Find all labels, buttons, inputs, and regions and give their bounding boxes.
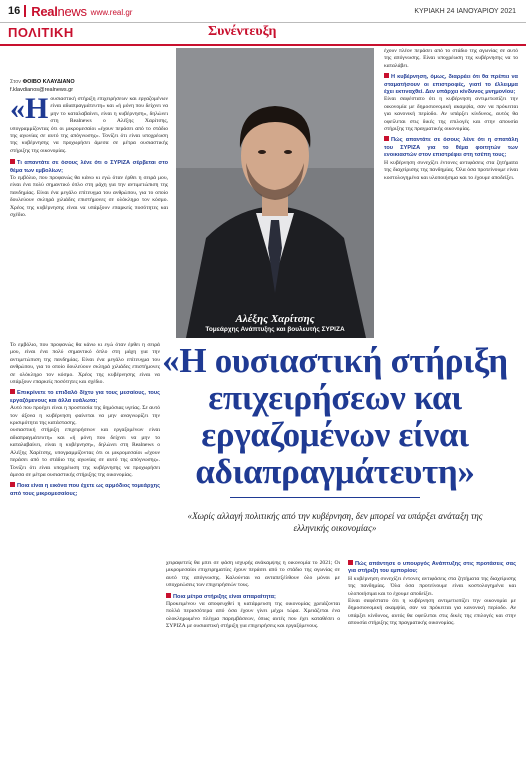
answer-5: Η κυβέρνηση συνεχίζει έντονες αντιφάσεις στα ζητήματα της διαχείρισης της πανδημίας. Όλα όσα προτείνουμε είναι κοστολογημένα και υλοποιήσιμα και το έχουμε αποδείξει.	[384, 159, 518, 181]
headline-block	[160, 342, 510, 490]
answer-6: Η κυβέρνηση συνεχίζει έντονες αντιφάσεις στα ζητήματα της διαχείρισης της πανδημίας. Όλα όσα προτείνουμε είναι κοστολογημένα και υλοποιήσιμα και το έχουμε αποδείξει.	[348, 575, 516, 597]
column-left-top	[10, 96, 168, 341]
person-role: Τομεάρχης Ανάπτυξης και βουλευτής ΣΥΡΙΖΑ	[205, 326, 345, 333]
site-url[interactable]: www.real.gr	[90, 7, 133, 17]
bottom-left-text: χειραφετείς θα μπει σε φάση ισχυρής ανάκαμψης η οικονομία το 2021; Οι μικρομεσαίοι επιχειρηματίες έχουν περάσει από το στάδιο της αγωνίας σε αυτό της απόγνωσης. Καλούνται να ανταπεξέλθουν όλο μόνοι με υποχρεώσεις των επιχειρήσεών τους.	[166, 560, 340, 589]
question-7: Ποια μέτρα στήριξης είναι απαραίτητα;	[166, 593, 340, 601]
page-header	[0, 0, 526, 23]
answer-6-cont: Είναι σαφέστατο ότι η κυβέρνηση αντιμετωπίζει την οικονομία με δημοσιονομική ακαμψία, σαν να πρόκειται για κανονική περίοδο. Αν υπάρξει κίνδυνος, αυτός θα οφείλεται στις δικές της επιλογές και στην απουσία στήριξης της πραγματικής οικονομίας.	[348, 598, 516, 627]
column-bottom-left	[166, 560, 340, 755]
article-type: Συνέντευξη	[208, 24, 277, 39]
column-left-bottom	[10, 342, 160, 742]
answer-4: Είναι σαφέστατο ότι η κυβέρνηση αντιμετωπίζει την οικονομία με δημοσιονομική ακαμψία, σαν να πρόκειται για κανονική περίοδο. Αν υπάρξει κίνδυνος, αυτός θα οφείλεται στις δικές της επιλογές και στην απουσία στήριξης της πραγματικής οικονομίας.	[384, 96, 518, 133]
question-4: Η κυβέρνηση, όμως, διαρρέει ότι θα πρέπει να σταματήσουν οι επιστροφές, γιατί το έλλειμμα έχει εκτιναχθεί. Δεν υπάρχει κίνδυνος μνημονίου;	[384, 74, 518, 96]
bottom-right-text: Προκειμένου να αποφευχθεί η κατάρρευση της οικονομίας χρειάζονται πολλά περισσότερα από όσα έχουν γίνει μέχρι τώρα. Χρειάζεται ένα ολοκληρωμένο πλέγμα παρεμβάσεων, όπως αυτές που έχει καταθέσει ο ΣΥΡΙΖΑ με ουσιαστική στήριξη για επιχειρήσεις και εργαζόμενους.	[166, 601, 340, 630]
question-2: Επικρίνετε το επιδαλό δίχτυ για τους μεσαίους, τους εργαζόμενους και άλλα ευάλωτα;	[10, 390, 160, 404]
drop-cap: «Η	[10, 96, 49, 125]
question-1: Τι απαντάτε σε όσους λένε ότι ο ΣΥΡΙΖΑ σέρβεται στο θέμα των εμβολίων;	[10, 160, 168, 174]
answer-3: έχουν πλέον περάσει από το στάδιο της αγωνίας σε αυτό της απόγνωσης. Είναι υποχρέωση της κυβέρνησης να το καταλάβει.	[384, 48, 518, 69]
section-row	[0, 22, 526, 46]
question-6: Πώς απάντησε ο υπουργός Ανάπτυξης στις προτάσεις σας για στήριξη του εμπορίου;	[348, 561, 516, 575]
answer-1: Το εμβόλιο, που προφανώς θα κάνω κι εγώ όταν έρθει η σειρά μου, είναι ένα πολύ σημαντικό όπλο στη μάχη για την αντιμετώπιση της πανδημίας. Είναι ένα μεγάλο επίτευγμα του ανθρώπου, για το οποίο δουλεύουν σκληρά χιλιάδες επιστήμονες σε ολόκληρο τον κόσμο. Χρέος της κυβέρνησης είναι να υπάρξουν επαρκείς ποσότητες και σχέδιο.	[10, 175, 168, 219]
headline: «Η ουσιαστική στήριξη επιχειρήσεων και εργαζομένων είναι αδιαπραγμάτευτη»	[162, 341, 508, 491]
byline: Στον ΦΟΙΒΟ ΚΛΑΥΔΙΑΝΟ f.klavdianos@realnews.gr	[10, 79, 75, 93]
section-label: ΠΟΛΙΤΙΚΗ	[8, 25, 74, 40]
subheadline: «Χωρίς αλλαγή πολιτικής από την κυβέρνηση, δεν μπορεί να υπάρξει ανάταξη της ελληνικής οικονομίας»	[187, 511, 483, 533]
page-number: 16	[8, 5, 21, 17]
question-5: Πώς απαντάτε σε όσους λένε ότι η σπατάλη του ΣΥΡΙΖΑ για το θέμα φοιτητών των ενοικιαστών στον επιστρέφει στη τσέπη τους;	[384, 137, 518, 159]
intro-paragraph: ουσιαστική στήριξη επιχειρήσεων και εργαζομένων είναι αδιαπραγμάτευτη» και «ή μόνη που δείχνει να μην το καταλαβαίνει, είναι η κυβέρνηση», δηλώνει στη Realnews ο Αλέξης Χαρίτσης, υπογραμμίζοντας ότι οι μικρομεσαίοι «έχουν περάσει από το στάδιο της αγωνίας σε αυτό της απόγνωσης». Τονίζει ότι είναι υποχρέωση της κυβέρνησης να προχωρήσει άμεσα σε μέτρα ουσιαστικής στήριξης της οικονομίας.	[10, 96, 168, 154]
headline-divider	[230, 497, 420, 498]
author-name: ΦΟΙΒΟ ΚΛΑΥΔΙΑΝΟ	[22, 79, 75, 85]
column-bottom-right	[348, 560, 516, 755]
author-email[interactable]: f.klavdianos@realnews.gr	[10, 87, 74, 93]
person-first-name: Αλέξης	[235, 313, 269, 325]
question-3: Ποια είναι η εικόνα που έχετε ως αρμόδιος τομεάρχης από τους μικρομεσαίους;	[10, 483, 160, 497]
column-right	[384, 48, 518, 344]
answer-2-cont: ουσιαστική στήριξη επιχειρήσεων και εργαζομένων είναι αδιαπραγμάτευτη» και «ή μόνη που δείχνει να μην το καταλαβαίνει, είναι η κυβέρνηση», δηλώνει στη Realnews ο Αλέξης Χαρίτσης, υπογραμμίζοντας ότι οι μικρομεσαίοι «έχουν περάσει από το στάδιο της αγωνίας σε αυτό της απόγνωσης». Τονίζει ότι είναι υποχρέωση της κυβέρνησης να προχωρήσει άμεσα σε μέτρα ουσιαστικής στήριξης της οικονομίας.	[10, 427, 160, 478]
answer-1-cont: Το εμβόλιο, που προφανώς θα κάνω κι εγώ όταν έρθει η σειρά μου, είναι ένα πολύ σημαντικό όπλο στη μάχη για την αντιμετώπιση της πανδημίας. Είναι ένα μεγάλο επίτευγμα του ανθρώπου, για το οποίο δουλεύουν σκληρά χιλιάδες επιστήμονες σε ολόκληρο τον κόσμο. Χρέος της κυβέρνησης είναι να υπάρξουν επαρκείς ποσότητες και σχέδιο.	[10, 342, 160, 386]
issue-date: ΚΥΡΙΑΚΗ 24 ΙΑΝΟΥΑΡΙΟΥ 2021	[414, 7, 516, 15]
portrait-photo	[176, 48, 374, 338]
photo-caption	[176, 311, 374, 345]
header-divider	[24, 5, 26, 17]
brand-logo: Realnews	[31, 3, 87, 19]
portrait-illustration	[176, 48, 374, 338]
person-last-name: Χαρίτσης	[270, 313, 315, 325]
answer-2: Αυτό που προέχει είναι η προστασία της δημόσιας υγείας. Σε αυτό τον άξονα η κυβέρνηση φαίνεται να μην αναγνωρίζει την κρισιμότητα της κατάστασης.	[10, 405, 160, 427]
